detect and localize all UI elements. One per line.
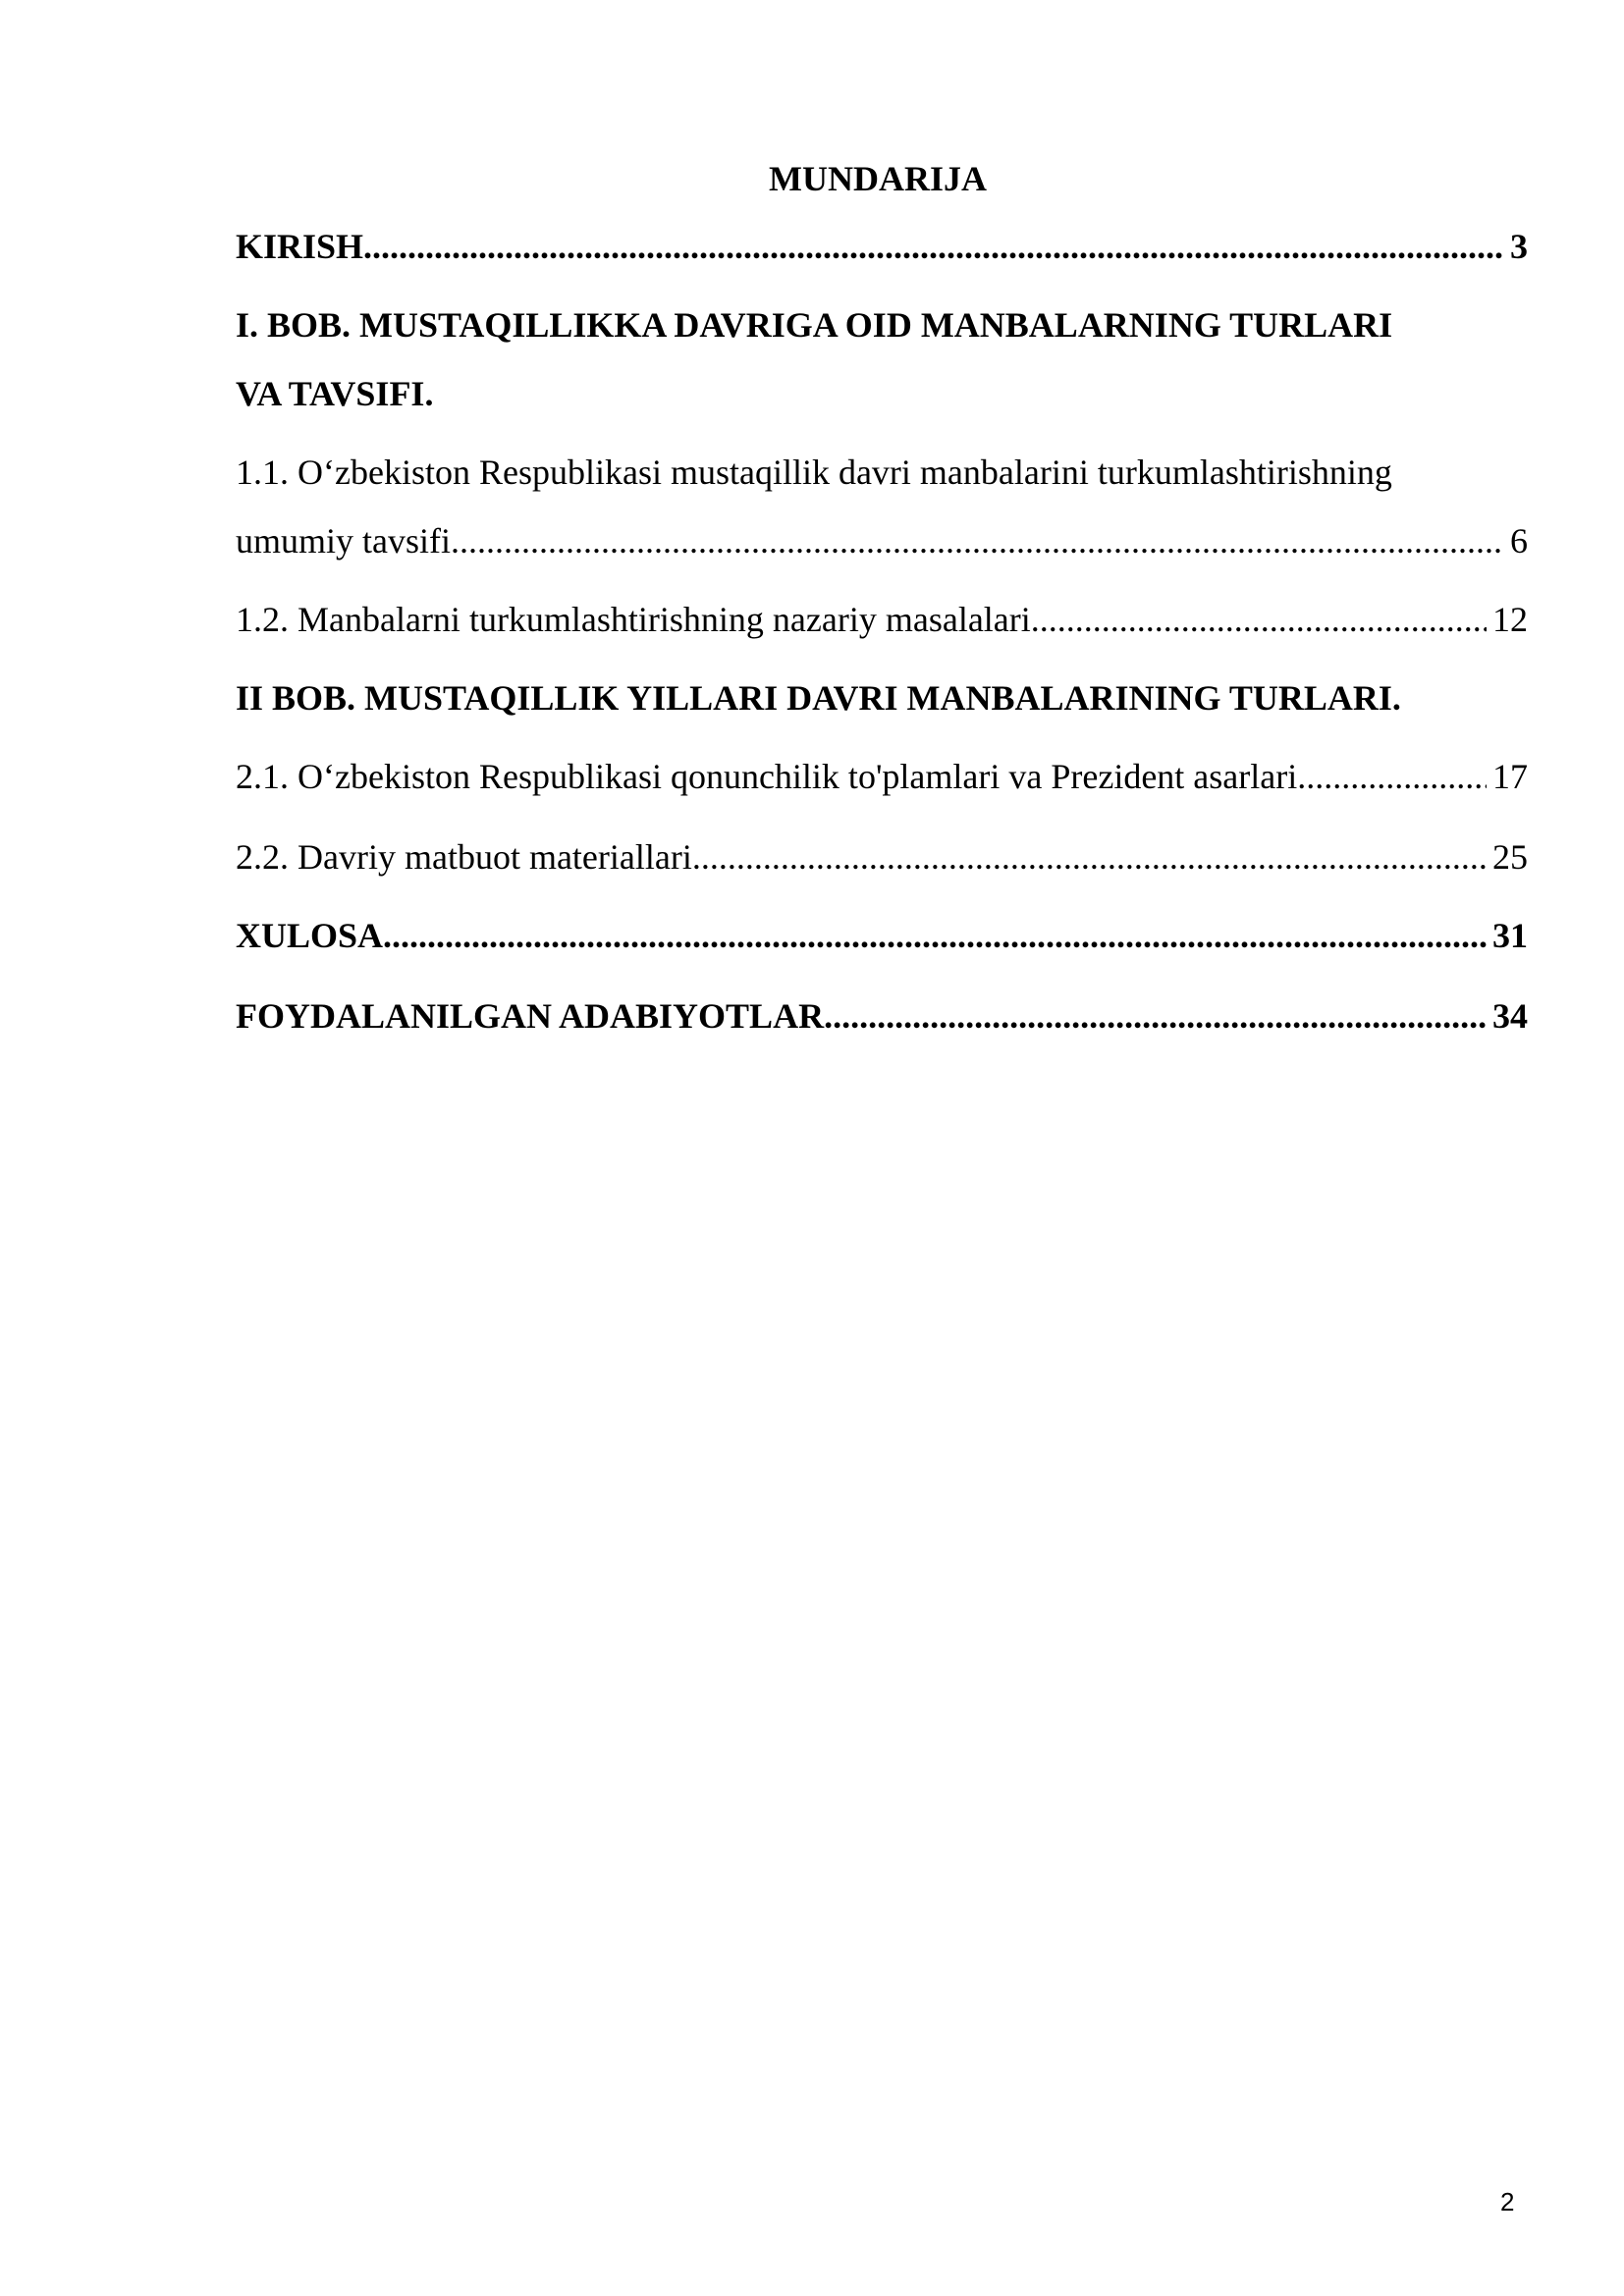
toc-entry-page: 17 [1492, 757, 1528, 796]
toc-entry-label: 1.2. Manbalarni turkumlashtirishning nazariy masalalari. [236, 600, 1040, 639]
toc-entry-xulosa[interactable] [236, 913, 1528, 958]
toc-entry-1-2[interactable] [236, 597, 1528, 642]
toc-entry-label: 2.1. O‘zbekiston Respublikasi qonunchilik to'plamlari va Prezident asarlari. [236, 757, 1307, 796]
dot-leader [383, 913, 1487, 958]
dot-leader [1306, 754, 1487, 799]
toc-entry-label: KIRISH [236, 227, 364, 266]
toc-entry-adabiyotlar[interactable] [236, 993, 1528, 1039]
toc-entry-2-2[interactable] [236, 834, 1528, 880]
dot-leader [451, 518, 1504, 563]
dot-leader [701, 834, 1487, 880]
toc-entry-kirish[interactable] [236, 224, 1528, 269]
toc-entry-page: 3 [1510, 227, 1528, 266]
toc-entry-page: 25 [1492, 837, 1528, 877]
toc-title: MUNDARIJA [769, 159, 987, 198]
toc-chapter-1-line2[interactable]: VA TAVSIFI. [236, 374, 434, 413]
page-number: 2 [1500, 2187, 1515, 2216]
toc-entry-label: 2.2. Davriy matbuot materiallari. [236, 837, 701, 877]
toc-chapter-2[interactable]: II BOB. MUSTAQILLIK YILLARI DAVRI MANBALARINING TURLARI. [236, 678, 1401, 718]
toc-entry-label: FOYDALANILGAN ADABIYOTLAR [236, 996, 825, 1036]
dot-leader [824, 993, 1487, 1039]
toc-entry-1-1[interactable] [236, 518, 1528, 563]
dot-leader [363, 224, 1504, 269]
toc-entry-2-1[interactable] [236, 754, 1528, 799]
toc-entry-page: 34 [1492, 996, 1528, 1036]
toc-entry-1-1-line1[interactable]: 1.1. O‘zbekiston Respublikasi mustaqillik davri manbalarini turkumlashtirishning [236, 453, 1392, 492]
toc-entry-label: XULOSA [236, 916, 384, 955]
toc-entry-page: 12 [1492, 600, 1528, 639]
toc-entry-page: 31 [1492, 916, 1528, 955]
dot-leader [1040, 597, 1487, 642]
toc-entry-page: 6 [1510, 521, 1528, 561]
toc-entry-label: umumiy tavsifi [236, 521, 451, 561]
toc-chapter-1-line1[interactable]: I. BOB. MUSTAQILLIKKA DAVRIGA OID MANBALARNING TURLARI [236, 305, 1393, 345]
